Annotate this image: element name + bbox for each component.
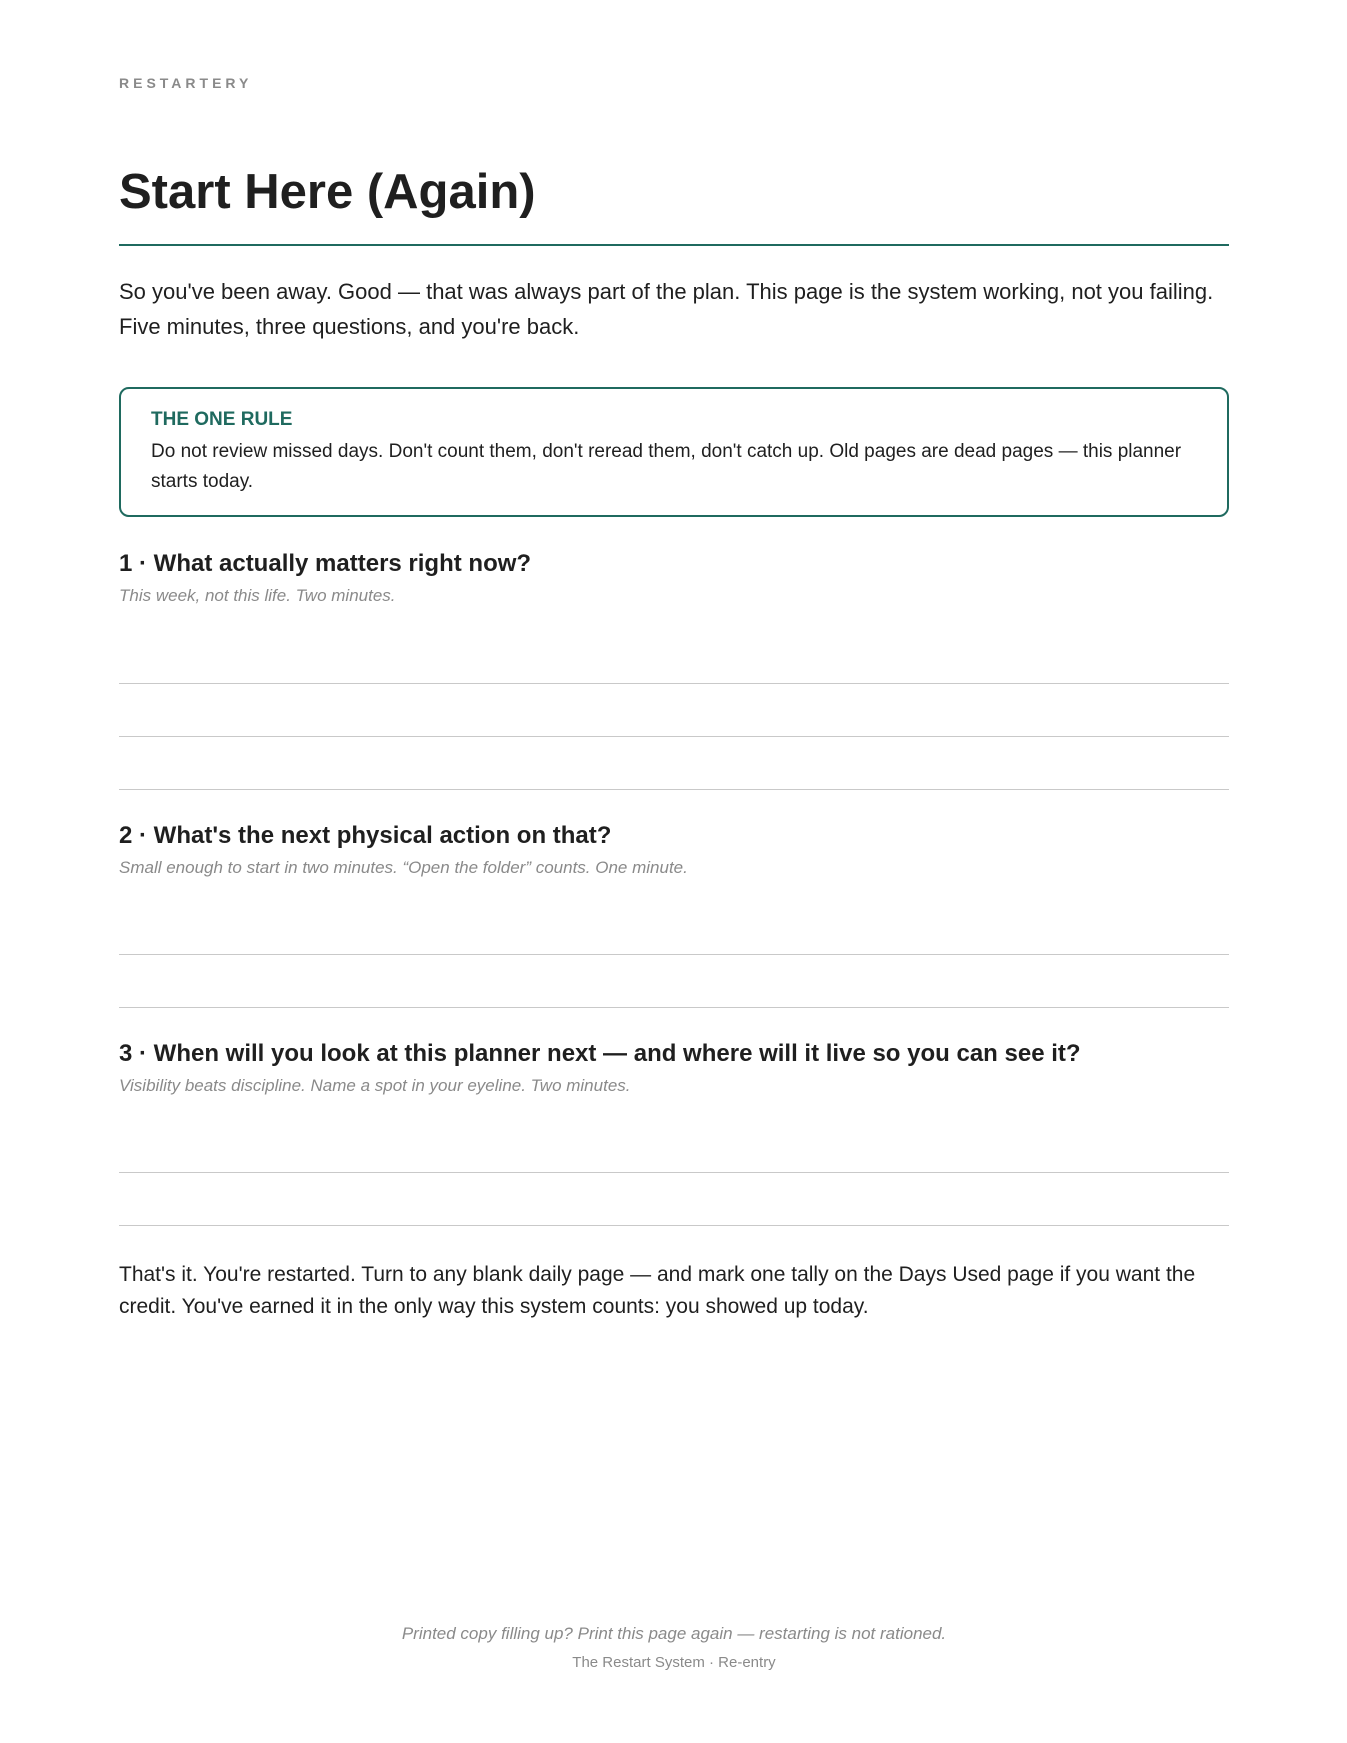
rule-heading: THE ONE RULE	[151, 409, 293, 430]
answer-line-3a[interactable]	[119, 1172, 1229, 1173]
question-1	[119, 549, 1229, 607]
title-divider	[119, 244, 1229, 246]
answer-line-3b[interactable]	[119, 1225, 1229, 1226]
answer-line-1c[interactable]	[119, 789, 1229, 790]
answer-line-1b[interactable]	[119, 736, 1229, 737]
intro-paragraph: So you've been away. Good — that was always part of the plan. This page is the system working, not you failing. Five minutes, three questions, and you're back.	[119, 279, 1214, 339]
closing-paragraph: That's it. You're restarted. Turn to any blank daily page — and mark one tally on the Days Used page if you want the credit. You've earned it in the only way this system counts: you showed up today.	[119, 1263, 1196, 1318]
question-3-title: 3 · When will you look at this planner next — and where will it live so you can see it?	[119, 1040, 1081, 1067]
question-2	[119, 821, 1229, 879]
question-2-title: 2 · What's the next physical action on that?	[119, 822, 612, 849]
question-2-hint: Small enough to start in two minutes. “Open the folder” counts. One minute.	[119, 858, 688, 877]
question-1-hint: This week, not this life. Two minutes.	[119, 586, 396, 605]
question-3-hint: Visibility beats discipline. Name a spot in your eyeline. Two minutes.	[119, 1076, 631, 1095]
footer-note: Printed copy filling up? Print this page again — restarting is not rationed.	[401, 1624, 947, 1643]
brand-label: RESTARTERY	[119, 75, 253, 91]
page-title: Start Here (Again)	[119, 165, 536, 219]
answer-line-2a[interactable]	[119, 954, 1229, 955]
one-rule-callout	[119, 387, 1229, 517]
rule-text: Do not review missed days. Don't count them, don't reread them, don't catch up. Old pages are dead pages — this planner starts today.	[151, 441, 1182, 492]
question-3	[119, 1039, 1229, 1097]
answer-line-2b[interactable]	[119, 1007, 1229, 1008]
footer-meta: The Restart System · Re-entry	[572, 1654, 776, 1671]
question-1-title: 1 · What actually matters right now?	[119, 550, 532, 577]
answer-line-1a[interactable]	[119, 683, 1229, 684]
